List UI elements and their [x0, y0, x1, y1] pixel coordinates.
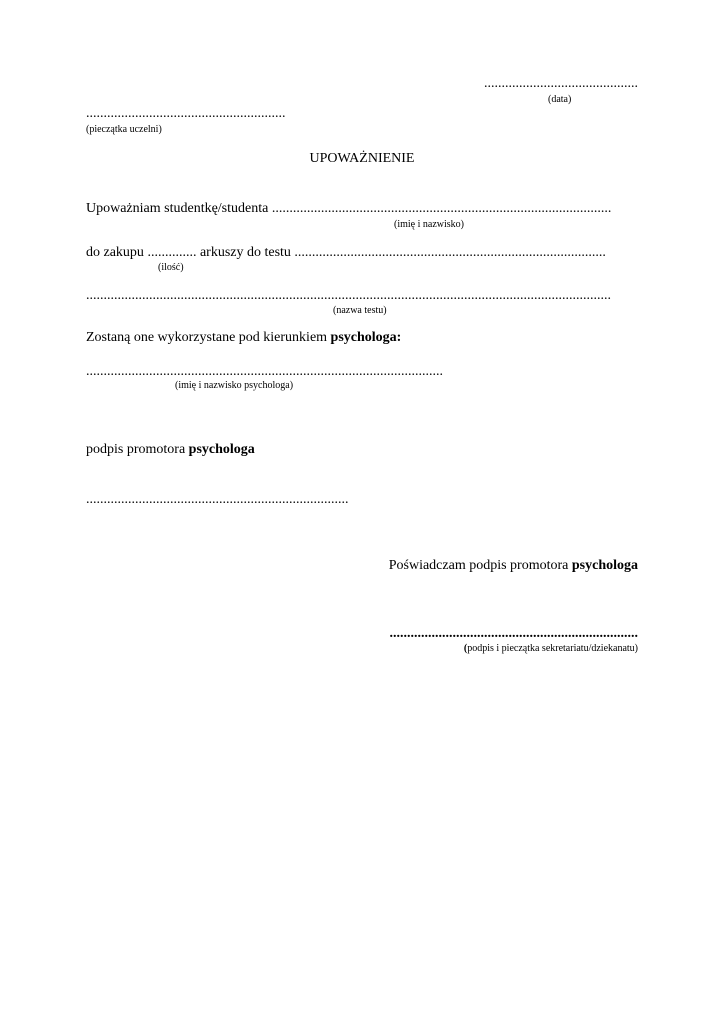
certify-label — [389, 558, 638, 574]
quantity-caption: (ilość) — [158, 262, 184, 273]
promoter-text: podpis promotora — [86, 442, 186, 457]
certify-caption — [464, 643, 638, 654]
certify-caption-text: podpis i pieczątka sekretariatu/dziekanatu) — [467, 643, 638, 654]
test-line[interactable]: ......................................................................................... — [294, 245, 606, 260]
usage-bold: psychologa: — [330, 330, 402, 345]
test-name-line[interactable]: ...................................................................................................................................................... — [86, 288, 611, 303]
usage-statement — [86, 330, 401, 346]
purchase-prefix: do zakupu — [86, 245, 144, 260]
quantity-line[interactable]: .............. — [147, 245, 197, 260]
test-name-caption: (nazwa testu) — [333, 305, 387, 316]
date-caption: (data) — [548, 94, 572, 105]
promoter-signature-line[interactable]: ........................................................................... — [86, 492, 349, 507]
psychologist-name-caption: (imię i nazwisko psychologa) — [175, 380, 294, 391]
authorize-row — [86, 201, 638, 217]
certify-signature-line[interactable]: ....................................................................... — [389, 626, 638, 641]
date-line[interactable]: ............................................ — [484, 76, 638, 91]
promoter-bold: psychologa — [188, 442, 255, 457]
student-name-caption: (imię i nazwisko) — [394, 219, 464, 230]
purchase-middle: arkuszy do testu — [199, 245, 291, 260]
psychologist-name-line[interactable]: ...................................................................................................... — [86, 364, 443, 379]
certify-text: Poświadczam podpis promotora — [388, 558, 569, 573]
certify-caption-open: ( — [463, 643, 468, 654]
certify-bold: psychologa — [571, 558, 638, 573]
promoter-signature-label — [86, 442, 255, 458]
student-name-line[interactable]: ................................................................................................. — [271, 201, 612, 216]
usage-text: Zostaną one wykorzystane pod kierunkiem — [86, 330, 328, 345]
document-title: UPOWAŻNIENIE — [309, 151, 415, 166]
purchase-row — [86, 245, 638, 261]
stamp-line[interactable]: ......................................................... — [86, 106, 286, 121]
stamp-caption: (pieczątka uczelni) — [86, 124, 162, 135]
authorize-text: Upoważniam studentkę/studenta — [86, 201, 269, 216]
